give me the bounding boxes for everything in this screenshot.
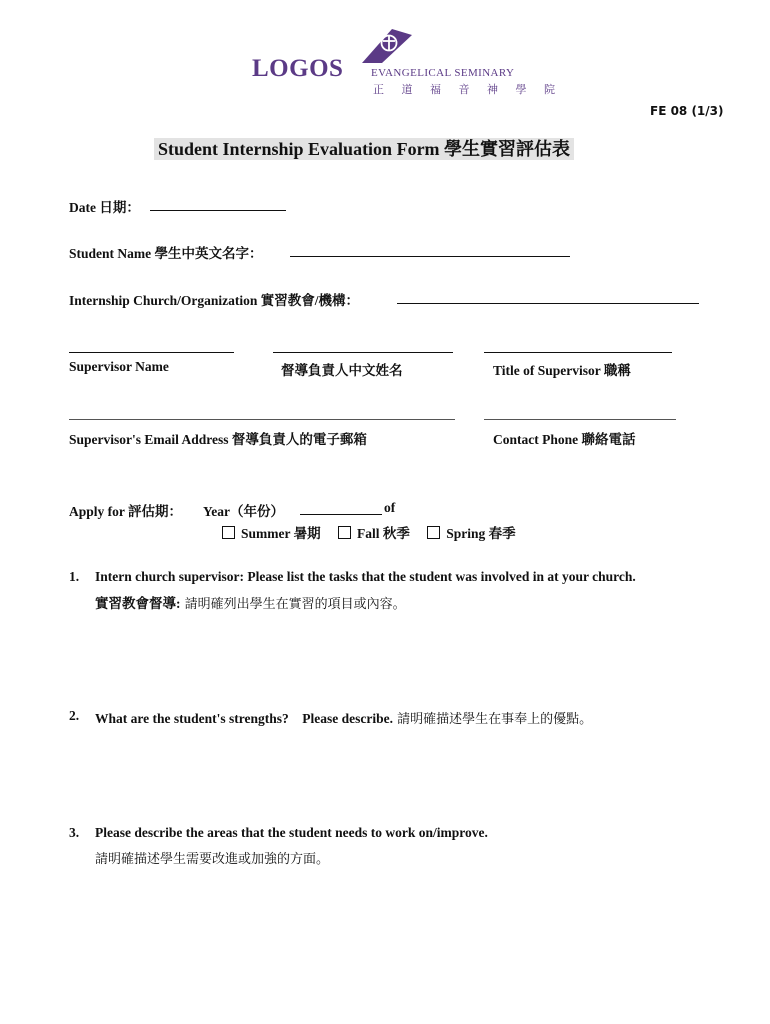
- date-field[interactable]: [150, 210, 286, 211]
- supervisor-email-label: Supervisor's Email Address 督導負責人的電子郵箱: [69, 432, 367, 447]
- question-1-number: 1.: [69, 569, 80, 584]
- year-label: Year（年份）: [203, 504, 284, 519]
- church-label: Internship Church/Organization 實習教會/機構：: [69, 293, 360, 308]
- supervisor-email-field[interactable]: [69, 419, 455, 420]
- supervisor-name-label: Supervisor Name: [69, 359, 169, 374]
- summer-label: Summer 暑期: [241, 526, 321, 541]
- fall-checkbox[interactable]: [338, 526, 351, 539]
- question-1-chinese-label: 實習教會督導:: [95, 596, 181, 611]
- fall-label: Fall 秋季: [357, 526, 410, 541]
- question-1-chinese: [95, 592, 406, 612]
- contact-phone-field[interactable]: [484, 419, 676, 420]
- supervisor-chinese-name-field[interactable]: [273, 352, 453, 353]
- summer-checkbox[interactable]: [222, 526, 235, 539]
- date-label: Date 日期：: [69, 200, 140, 215]
- question-3-number: 3.: [69, 825, 80, 840]
- supervisor-name-field[interactable]: [69, 352, 234, 353]
- question-2-number: 2.: [69, 708, 80, 723]
- fall-option[interactable]: [338, 522, 410, 542]
- of-label: of: [384, 500, 396, 515]
- page-title: Student Internship Evaluation Form 學生實習評估表: [154, 138, 574, 160]
- question-1-chinese-text: 請明確列出學生在實習的項目或內容。: [180, 597, 406, 612]
- church-field[interactable]: [397, 303, 699, 304]
- question-2-chinese: 請明確描述學生在事奉上的優點。: [392, 712, 593, 727]
- logo-name: LOGOS: [252, 55, 344, 82]
- question-3-text: Please describe the areas that the student needs to work on/improve.: [95, 825, 488, 840]
- spring-checkbox[interactable]: [427, 526, 440, 539]
- form-code: FE 08 (1/3): [650, 104, 724, 118]
- contact-phone-label: Contact Phone 聯絡電話: [493, 432, 636, 447]
- logo-subtitle: EVANGELICAL SEMINARY: [371, 67, 515, 79]
- year-field[interactable]: [300, 514, 382, 515]
- question-3-chinese: 請明確描述學生需要改進或加強的方面。: [95, 852, 330, 867]
- spring-label: Spring 春季: [446, 526, 516, 541]
- question-2-answer-area[interactable]: [95, 730, 695, 820]
- summer-option[interactable]: [222, 522, 321, 542]
- student-name-label: Student Name 學生中英文名字：: [69, 246, 263, 261]
- term-options: [222, 522, 530, 542]
- logo-emblem-icon: [358, 27, 414, 65]
- title-block: [154, 135, 574, 161]
- supervisor-title-label: Title of Supervisor 職稱: [493, 363, 631, 378]
- supervisor-title-field[interactable]: [484, 352, 672, 353]
- apply-label: Apply for 評估期：: [69, 504, 183, 519]
- question-1-answer-area[interactable]: [95, 615, 695, 700]
- spring-option[interactable]: [427, 522, 515, 542]
- question-3-answer-area[interactable]: [95, 872, 695, 1002]
- student-name-field[interactable]: [290, 256, 570, 257]
- logo-chinese: 正 道 福 音 神 學 院: [373, 83, 562, 96]
- supervisor-chinese-name-label: 督導負責人中文姓名: [281, 363, 403, 378]
- question-1-text: Intern church supervisor: Please list the tasks that the student was involved in at your church.: [95, 569, 636, 584]
- question-2-line: [95, 708, 592, 727]
- question-2-text: What are the student's strengths? Please describe.: [95, 711, 393, 726]
